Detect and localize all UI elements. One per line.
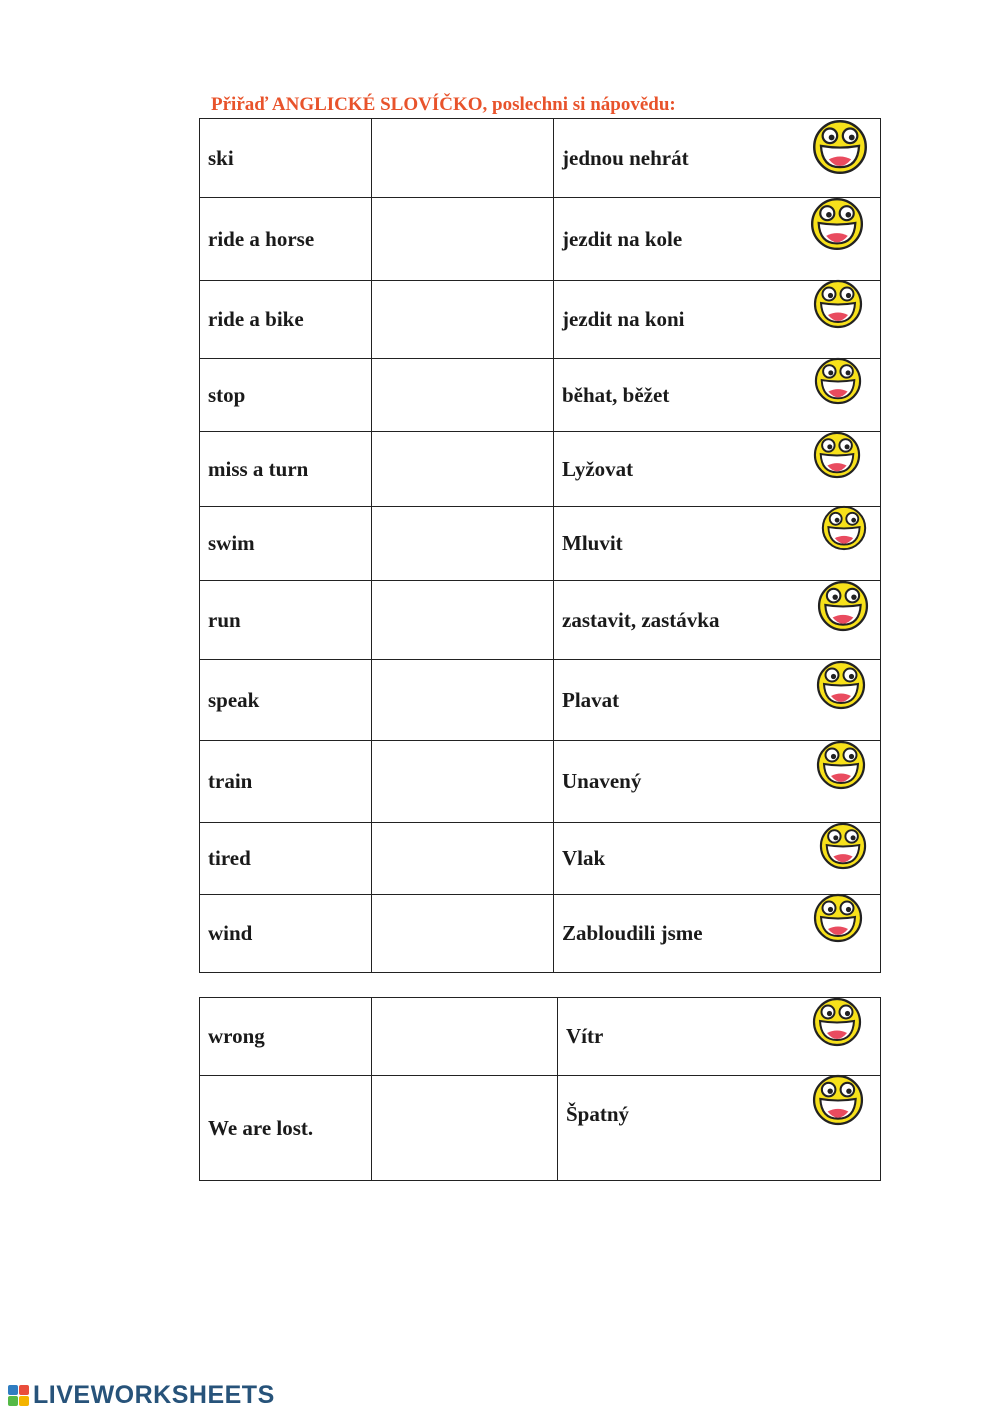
brand-name: LIVEWORKSHEETS <box>33 1380 275 1409</box>
table-row <box>200 119 881 198</box>
english-word: run <box>200 581 372 660</box>
czech-word: Mluvit <box>554 507 816 581</box>
english-word: ski <box>200 119 372 198</box>
table-row <box>200 507 881 581</box>
laughing-smiley-icon[interactable] <box>810 197 864 251</box>
czech-word: jednou nehrát <box>554 119 816 198</box>
answer-drop-cell[interactable] <box>372 119 554 198</box>
laughing-smiley-icon[interactable] <box>813 279 863 329</box>
laughing-smiley-icon[interactable] <box>821 505 867 551</box>
answer-drop-cell[interactable] <box>372 660 554 741</box>
answer-drop-cell[interactable] <box>372 359 554 432</box>
answer-drop-cell[interactable] <box>372 895 554 973</box>
vocabulary-table-extra <box>199 997 881 1181</box>
table-row <box>200 823 881 895</box>
table-row <box>200 741 881 823</box>
laughing-smiley-icon[interactable] <box>812 997 862 1047</box>
answer-drop-cell[interactable] <box>372 581 554 660</box>
czech-word: Vlak <box>554 823 816 895</box>
czech-word: jezdit na kole <box>554 198 816 281</box>
czech-word: Vítr <box>558 998 816 1076</box>
czech-word: Plavat <box>554 660 816 741</box>
laughing-smiley-icon[interactable] <box>812 1074 864 1126</box>
answer-drop-cell[interactable] <box>372 823 554 895</box>
answer-drop-cell[interactable] <box>372 432 554 507</box>
vocabulary-table <box>199 118 881 973</box>
czech-word: Lyžovat <box>554 432 816 507</box>
laughing-smiley-icon[interactable] <box>813 431 861 479</box>
table-row <box>200 1076 881 1181</box>
answer-drop-cell[interactable] <box>372 198 554 281</box>
table-row <box>200 895 881 973</box>
liveworksheets-logo-icon <box>8 1385 29 1406</box>
laughing-smiley-icon[interactable] <box>816 740 866 790</box>
answer-drop-cell[interactable] <box>372 998 558 1076</box>
answer-drop-cell[interactable] <box>372 1076 558 1181</box>
english-word: tired <box>200 823 372 895</box>
table-row <box>200 581 881 660</box>
laughing-smiley-icon[interactable] <box>813 893 863 943</box>
answer-drop-cell[interactable] <box>372 281 554 359</box>
czech-word: běhat, běžet <box>554 359 816 432</box>
czech-word: Unavený <box>554 741 816 823</box>
english-word: stop <box>200 359 372 432</box>
table-row <box>200 198 881 281</box>
table-row <box>200 432 881 507</box>
answer-drop-cell[interactable] <box>372 741 554 823</box>
czech-word: Špatný <box>558 1076 816 1181</box>
english-word: speak <box>200 660 372 741</box>
instruction-text: Přiřaď ANGLICKÉ SLOVÍČKO, poslechni si nápovědu: <box>211 94 676 115</box>
english-word: train <box>200 741 372 823</box>
laughing-smiley-icon[interactable] <box>814 357 862 405</box>
czech-word: zastavit, zastávka <box>554 581 816 660</box>
table-row <box>200 998 881 1076</box>
english-word: swim <box>200 507 372 581</box>
table-row <box>200 281 881 359</box>
answer-drop-cell[interactable] <box>372 507 554 581</box>
english-word: We are lost. <box>200 1076 372 1181</box>
english-word: wind <box>200 895 372 973</box>
laughing-smiley-icon[interactable] <box>819 822 867 870</box>
english-word: ride a bike <box>200 281 372 359</box>
laughing-smiley-icon[interactable] <box>816 660 866 710</box>
laughing-smiley-icon[interactable] <box>817 580 869 632</box>
english-word: miss a turn <box>200 432 372 507</box>
table-row <box>200 359 881 432</box>
english-word: wrong <box>200 998 372 1076</box>
liveworksheets-footer[interactable] <box>8 1381 275 1409</box>
czech-word: jezdit na koni <box>554 281 816 359</box>
english-word: ride a horse <box>200 198 372 281</box>
czech-word: Zabloudili jsme <box>554 895 816 973</box>
table-row <box>200 660 881 741</box>
laughing-smiley-icon[interactable] <box>812 119 868 175</box>
